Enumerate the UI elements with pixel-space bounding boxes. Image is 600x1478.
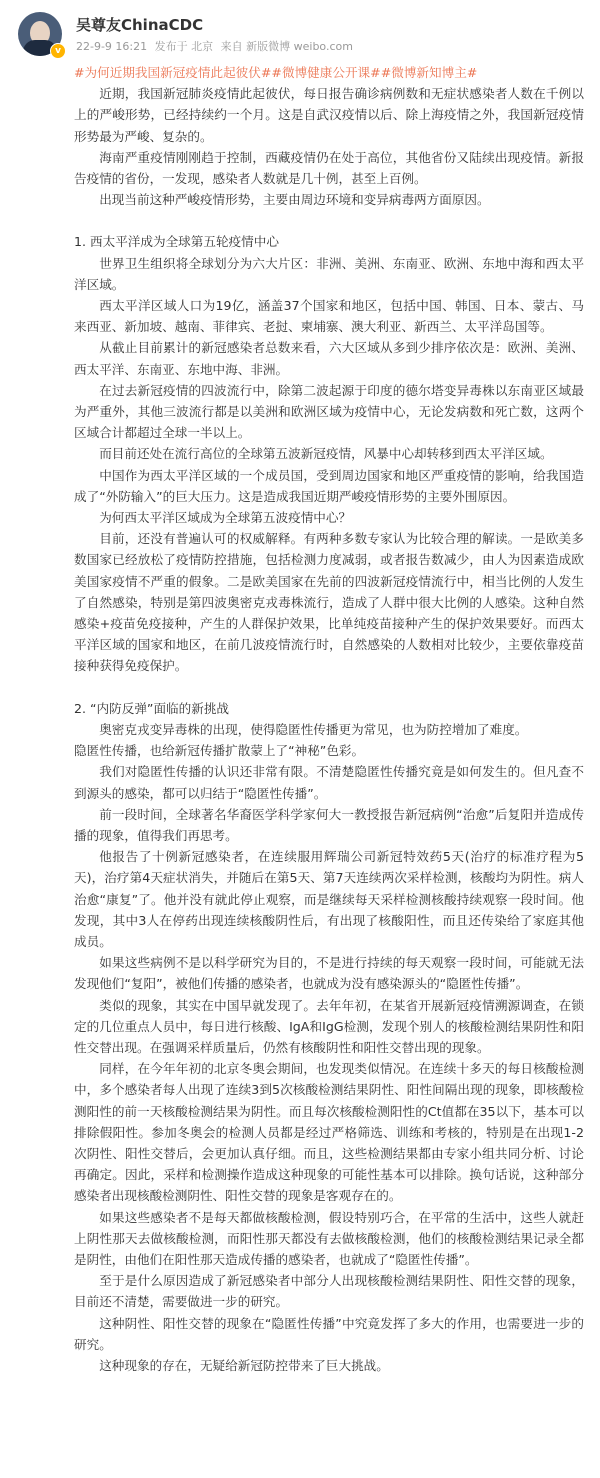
paragraph: 这种现象的存在，无疑给新冠防控带来了巨大挑战。 xyxy=(99,1357,389,1373)
paragraph: 中国作为西太平洋区域的一个成员国，受到周边国家和地区严重疫情的影响，给我国造成了“外防输入”的巨大压力。这是造成我国近期严峻疫情形势的主要外围原因。 xyxy=(74,467,584,504)
paragraph: 这种阴性、阳性交替的现象在“隐匿性传播”中究竟发挥了多大的作用，也需要进一步的研究。 xyxy=(74,1315,584,1352)
paragraph: 为何西太平洋区域成为全球第五波疫情中心？ xyxy=(99,510,352,526)
hashtag[interactable]: #为何近期我国新冠疫情此起彼伏# xyxy=(74,65,272,80)
post-meta xyxy=(76,38,357,54)
blank-line xyxy=(74,677,584,698)
paragraph: 世界卫生组织将全球划分为六大片区：非洲、美洲、东南亚、欧洲、东地中海和西太平洋区域。 xyxy=(74,255,584,292)
paragraph: 出现当前这种严峻疫情形势，主要由周边环境和变异病毒两方面原因。 xyxy=(99,192,490,208)
hashtag[interactable]: #微博新知博主# xyxy=(380,65,478,80)
paragraph: 奥密克戎变异毒株的出现，使得隐匿性传播更为常见，也为防控增加了难度。 xyxy=(99,721,528,737)
paragraph: 从截止目前累计的新冠感染者总数来看，六大区域从多到少排序依次是：欧洲、美洲、西太平洋、东南亚、东地中海、非洲。 xyxy=(74,340,584,377)
hashtag[interactable]: #微博健康公开课# xyxy=(271,65,381,80)
paragraph: 西太平洋区域人口为19亿，涵盖37个国家和地区，包括中国、韩国、日本、蒙古、马来西亚、新加坡、越南、菲律宾、老挝、柬埔寨、澳大利亚、新西兰、太平洋岛国等。 xyxy=(74,298,584,335)
post-content xyxy=(74,62,584,1376)
post-source[interactable]: 来自 新版微博 weibo.com xyxy=(220,40,353,53)
paragraph: 海南严重疫情刚刚趋于控制，西藏疫情仍在处于高位，其他省份又陆续出现疫情。新报告疫情的省份，一发现，感染者人数就是几十例，甚至上百例。 xyxy=(74,149,584,187)
paragraph: 至于是什么原因造成了新冠感染者中部分人出现核酸检测结果阴性、阳性交替的现象，目前还不清楚，需要做进一步的研究。 xyxy=(74,1273,584,1310)
section-heading: 2. “内防反弹”面临的新挑战 xyxy=(74,700,230,716)
paragraph: 如果这些病例不是以科学研究为目的，不是进行持续的每天观察一段时间，可能就无法发现他们“复阳”，被他们传播的感染者，也就成为没有感染源头的“隐匿性传播”。 xyxy=(74,955,584,992)
paragraph: 前一段时间，全球著名华裔医学科学家何大一教授报告新冠病例“治愈”后复阳并造成传播的现象，值得我们再思考。 xyxy=(74,806,584,843)
paragraph: 我们对隐匿性传播的认识还非常有限。不清楚隐匿性传播究竟是如何发生的。但凡查不到源头的感染，都可以归结于“隐匿性传播”。 xyxy=(74,764,584,801)
post-header xyxy=(16,10,586,68)
paragraph: 在过去新冠疫情的四波流行中，除第二波起源于印度的德尔塔变异毒株以东南亚区域最为严重外，其他三波流行都是以美洲和欧洲区域为疫情中心，无论发病数和死亡数，这两个区域合计都超过全球一半以上。 xyxy=(74,382,584,441)
paragraph: 同样，在今年年初的北京冬奥会期间，也发现类似情况。在连续十多天的每日核酸检测中，多个感染者每人出现了连续3到5次核酸检测结果阴性、阳性间隔出现的现象，即核酸检测阳性的前一天核酸检测结果为阴性。而且每次核酸检测阳性的Ct值都在35以下，基本可以排除假阳性。参加冬奥会的检测人员都是经过严格筛选、训练和考核的，特别是在出现1-2次阴性、阳性交替后，会更加认真仔细。而且，这些检测结果都由专家小组共同分析、讨论再确定。因此，采样和检测操作造成这种现象的可能性基本可以排除。换句话说，这种部分感染者出现核酸检测阴性、阳性交替的现象是客观存在的。 xyxy=(74,1061,584,1204)
blank-line xyxy=(74,210,584,231)
hashtag-line xyxy=(74,62,584,83)
section-heading: 1. 西太平洋成为全球第五轮疫情中心 xyxy=(74,234,279,250)
paragraph: 目前，还没有普遍认可的权威解释。有两种多数专家认为比较合理的解读。一是欧美多数国家已经放松了疫情防控措施，包括检测力度减弱，或者报告数减少，由人为因素造成欧美国家疫情不严重的假象。二是欧美国家在先前的四波新冠疫情流行中，相当比例的人发生了自然感染，特别是第四波奥密克戎毒株流行，造成了人群中很大比例的人感染。这种自然感染+疫苗免疫接种，产生的人群保护效果，比单纯疫苗接种产生的保护效果要好。而西太平洋区域的国家和地区，在前几波疫情流行时，自然感染的人数相对比较少，主要依靠疫苗接种获得免疫保护。 xyxy=(74,531,584,674)
paragraph: 类似的现象，其实在中国早就发现了。去年年初，在某省开展新冠疫情溯源调查，在锁定的几位重点人员中，每日进行核酸、IgA和IgG检测，发现个别人的核酸检测结果阴性和阳性交替出现。在强调采样质量后，仍然有核酸阴性和阳性交替出现的现象。 xyxy=(74,997,584,1055)
paragraph: 他报告了十例新冠感染者，在连续服用辉瑞公司新冠特效药5天(治疗的标准疗程为5天)，治疗第4天症状消失，并随后在第5天、第7天连续两次采样检测，核酸均为阴性。病人治愈“康复”了。他并没有就此停止观察，而是继续每天采样检测核酸持续观察一段时间。他发现，其中3人在停药出现连续核酸阴性后，有出现了核酸阳性，而且还传染给了家庭其他成员。 xyxy=(74,849,584,949)
author-name[interactable]: 吴尊友ChinaCDC xyxy=(76,16,204,34)
paragraph: 隐匿性传播，也给新冠传播扩散蒙上了“神秘”色彩。 xyxy=(74,743,365,759)
paragraph: 如果这些感染者不是每天都做核酸检测，假设特别巧合，在平常的生活中，这些人就赶上阴性那天去做核酸检测，而阳性那天都没有去做核酸检测，他们的核酸检测结果记录全都是阴性，由他们在阳性那天造成传播的感染者，也就成了“隐匿性传播”。 xyxy=(74,1209,584,1267)
post-location: 发布于 北京 xyxy=(154,40,214,53)
verified-badge-icon: v xyxy=(50,43,66,59)
paragraph: 而目前还处在流行高位的全球第五波新冠疫情，风暴中心却转移到西太平洋区域。 xyxy=(99,446,553,462)
post-time[interactable]: 22-9-9 16:21 xyxy=(76,40,148,53)
paragraph: 近期，我国新冠肺炎疫情此起彼伏，每日报告确诊病例数和无症状感染者人数在千例以上的严峻形势，已经持续约一个月。这是自武汉疫情以后、除上海疫情之外，我国新冠疫情形势最为严峻、复杂的。 xyxy=(74,86,584,144)
